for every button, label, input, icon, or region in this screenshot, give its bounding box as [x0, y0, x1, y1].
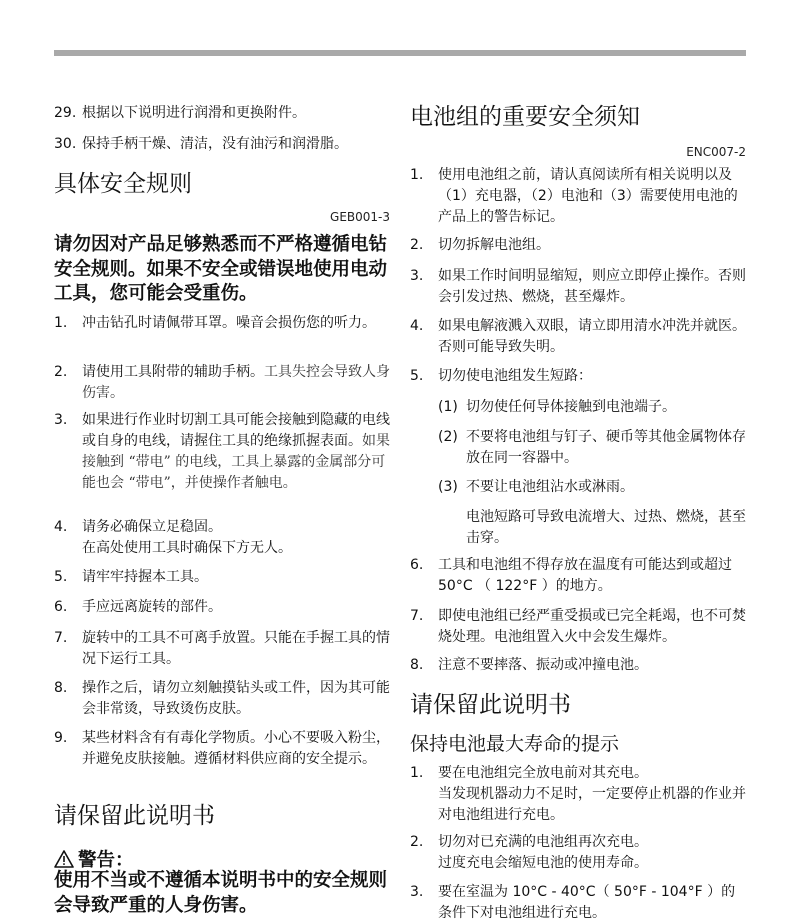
warning-triangle-icon — [54, 850, 74, 868]
tip-item-1: 1. 要在电池组完全放电前对其充电。 当发现机器动力不足时，一定要停止机器的作业并对电池组进行充电。 — [410, 765, 746, 823]
battery-life-tips-title: 保持电池最大寿命的提示 — [410, 733, 620, 755]
list-item-29: 29. 根据以下说明进行润滑和更换附件。 — [54, 105, 306, 121]
rule-item-3: 3. 如果进行作业时切割工具可能会接触到隐藏的电线或自身的电线，请握住工具的绝缘抓握表面。如果接触到 “带电” 的电线，工具上暴露的金属部分可能也会 “带电”，并使操作者触电。 — [54, 412, 390, 491]
battery-item-3: 3. 如果工作时间明显缩短，则应立即停止操作。否则会引发过热、燃烧，甚至爆炸。 — [410, 268, 746, 305]
section-title-battery-safety: 电池组的重要安全须知 — [410, 104, 640, 130]
battery-item-8: 8. 注意不要摔落、振动或冲撞电池。 — [410, 657, 648, 673]
section-code-enc: ENC007-2 — [686, 145, 746, 159]
battery-item-2: 2. 切勿拆解电池组。 — [410, 237, 550, 253]
warning-label: 警告： — [78, 850, 134, 871]
rule-item-9: 9. 某些材料含有有毒化学物质。小心不要吸入粉尘，并避免皮肤接触。遵循材料供应商的安全提示。 — [54, 730, 390, 767]
battery-item-5: 5. 切勿使电池组发生短路： — [410, 368, 592, 384]
battery-item-7: 7. 即使电池组已经严重受损或已完全耗竭，也不可焚烧处理。电池组置入火中会发生爆炸。 — [410, 608, 746, 645]
keep-instructions-title-right: 请保留此说明书 — [410, 692, 571, 718]
section-title-specific-rules: 具体安全规则 — [54, 171, 192, 197]
list-item-30: 30. 保持手柄干燥、清洁，没有油污和润滑脂。 — [54, 136, 348, 152]
battery-item-6: 6. 工具和电池组不得存放在温度有可能达到或超过 50°C （ 122°F ）的地方。 — [410, 557, 732, 594]
battery-subitem-1: (1) 切勿使任何导体接触到电池端子。 — [438, 399, 676, 415]
section-code-geb: GEB001-3 — [330, 210, 390, 224]
battery-item-4: 4. 如果电解液溅入双眼，请立即用清水冲洗并就医。否则可能导致失明。 — [410, 318, 746, 355]
short-circuit-note: 电池短路可导致电流增大、过热、燃烧，甚至击穿。 — [466, 509, 746, 546]
top-rule — [54, 50, 746, 56]
tip-item-3: 3. 要在室温为 10°C - 40°C（ 50°F - 104°F ）的条件下对电池组进行充电。 — [410, 884, 736, 921]
warning-text: 使用不当或不遵循本说明书中的安全规则会导致严重的人身伤害。 — [54, 870, 388, 916]
rule-item-5: 5. 请牢牢持握本工具。 — [54, 569, 208, 585]
battery-item-1: 1. 使用电池组之前，请认真阅读所有相关说明以及（1）充电器，（2）电池和（3）需要使用电池的产品上的警告标记。 — [410, 167, 738, 225]
rule-item-2: 2. 请使用工具附带的辅助手柄。工具失控会导致人身伤害。 — [54, 364, 390, 401]
battery-subitem-2: (2) 不要将电池组与钉子、硬币等其他金属物体存放在同一容器中。 — [438, 429, 746, 466]
keep-instructions-title-left: 请保留此说明书 — [54, 803, 215, 829]
rule-item-6: 6. 手应远离旋转的部件。 — [54, 599, 222, 615]
rule-item-4: 4. 请务必确保立足稳固。 在高处使用工具时确保下方无人。 — [54, 519, 292, 556]
battery-subitem-3: (3) 不要让电池组沾水或淋雨。 — [438, 479, 634, 495]
rule-item-8: 8. 操作之后，请勿立刻触摸钻头或工件，因为其可能会非常烫，导致烫伤皮肤。 — [54, 680, 390, 717]
tip-item-2: 2. 切勿对已充满的电池组再次充电。 过度充电会缩短电池的使用寿命。 — [410, 834, 648, 871]
intro-warning-bold: 请勿因对产品足够熟悉而不严格遵循电钻安全规则。如果不安全或错误地使用电动工具，您可能会受重伤。 — [54, 234, 388, 304]
rule-item-7: 7. 旋转中的工具不可离手放置。只能在手握工具的情况下运行工具。 — [54, 630, 390, 667]
rule-item-1: 1. 冲击钻孔时请佩带耳罩。噪音会损伤您的听力。 — [54, 315, 376, 331]
